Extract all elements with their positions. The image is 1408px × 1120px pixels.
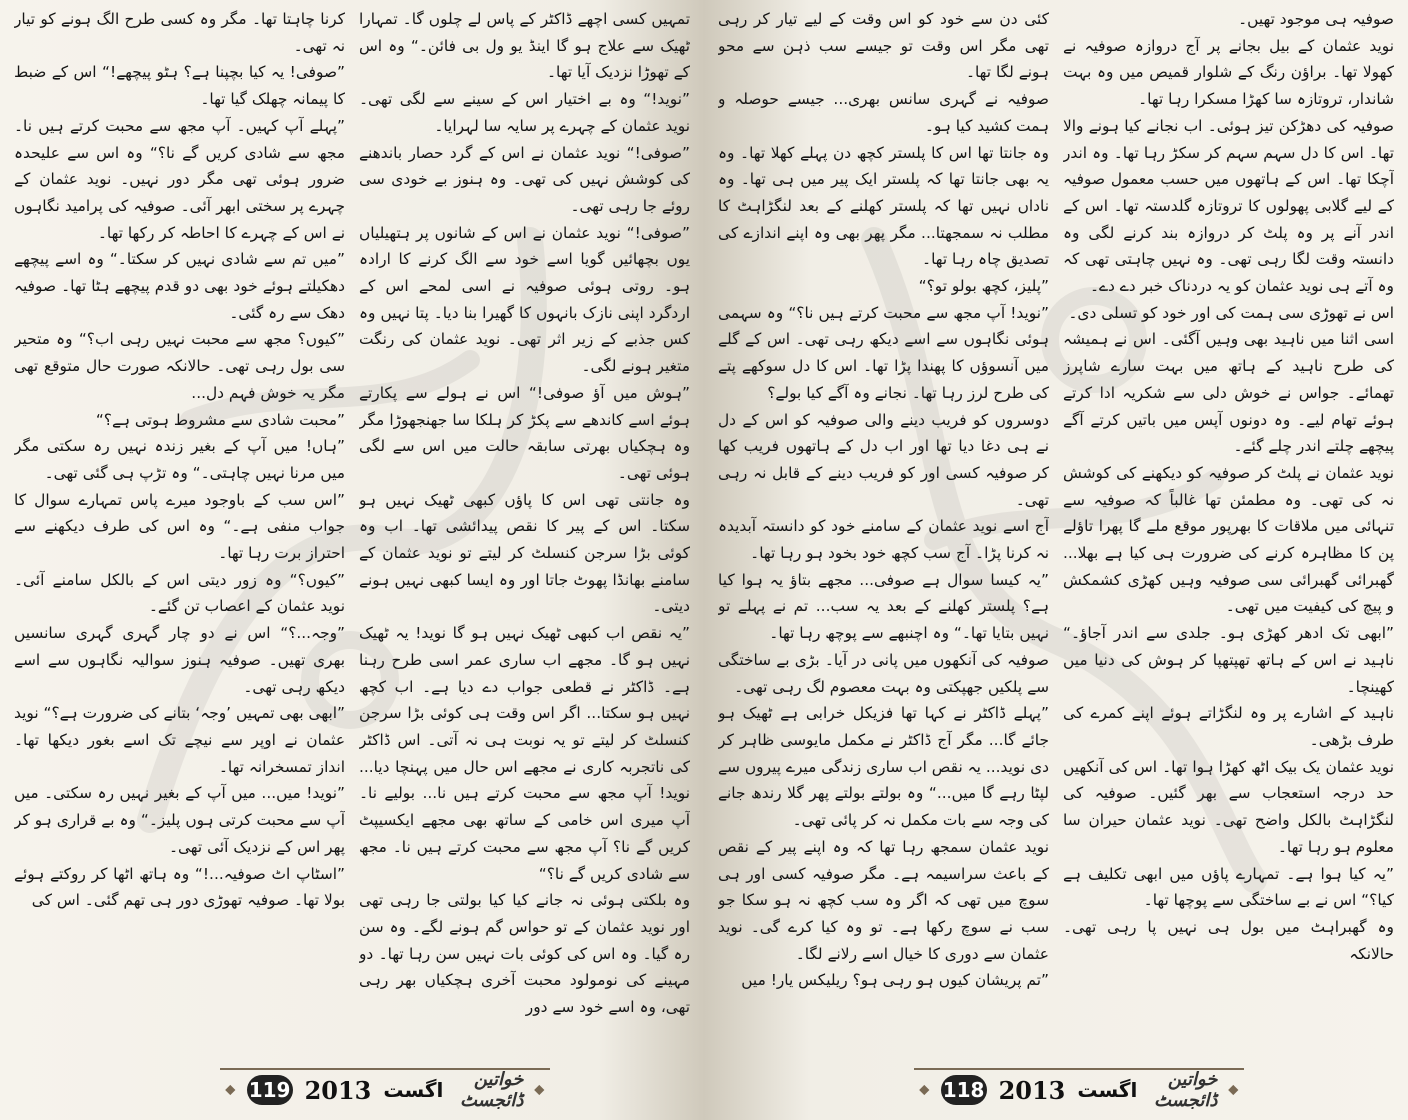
paragraph: ”ہاں! میں آپ کے بغیر زندہ نہیں رہ سکتی مگر میں مرنا نہیں چاہتی۔“ وہ تڑپ ہی گئی تھی۔ — [14, 437, 345, 482]
ornament-icon — [918, 1079, 931, 1101]
paragraph: آج اسے نوید عثمان کے سامنے خود کو دانستہ آبدیدہ نہ کرنا پڑا۔ آج سب کچھ خود بخود ہو رہا تھا۔ — [718, 517, 1049, 563]
paragraph: ”پلیز، کچھ بولو تو؟“ — [918, 277, 1049, 296]
ornament-icon — [1227, 1079, 1240, 1101]
paragraph: ”اس سب کے باوجود میرے پاس تمہارے سوال کا جواب منفی ہے۔“ وہ اس کی طرف دیکھنے سے احتراز برت رہا تھا۔ — [14, 490, 345, 563]
paragraph: ”کیوں؟“ وہ زور دیتی اس کے بالکل سامنے آئی۔ نوید عثمان کے اعصاب تن گئے۔ — [14, 570, 345, 616]
page-number: 118 — [941, 1075, 987, 1105]
page-118-left-column — [718, 6, 1049, 1054]
paragraph: وہ جانتی تھی اس کا پاؤں کبھی ٹھیک نہیں ہو سکتا۔ اس کے پیر کا نقص پیدائشی تھا۔ اب وہ کوئی بڑا سرجن کنسلٹ کر لیتے تو نوید عثمان کے سامنے بھانڈا پھوٹ جاتا اور وہ ایسا کبھی نہیں ہونے دیتی۔ — [359, 490, 690, 616]
paragraph: ”ابھی تک ادھر کھڑی ہو۔ جلدی سے اندر آجاؤ۔“ ناہید نے اس کے ہاتھ تھپتھپا کر ہوش کی دنیا میں کھینچا۔ — [1063, 624, 1394, 696]
page-118 — [704, 0, 1408, 1120]
paragraph: دوسروں کو فریب دینے والی صوفیہ کو اس کے دل نے ہی دغا دیا تھا اور اب دل کے ہاتھوں فریب کھا کر صوفیہ کسی اور کو فریب دینے کے قابل نہ رہی تھی۔ — [718, 410, 1049, 509]
paragraph: نوید عثمان کے بیل بجانے پر آج دروازہ صوفیہ نے کھولا تھا۔ براؤن رنگ کے شلوار قمیص میں وہ بہت شاندار، تروتازہ سا کھڑا مسکرا رہا تھا۔ — [1063, 36, 1394, 109]
paragraph: اس نے تھوڑی سی ہمت کی اور خود کو تسلی دی۔ — [1068, 303, 1394, 322]
page-number: 119 — [247, 1075, 293, 1105]
paragraph: ”یہ کیا ہوا ہے۔ تمہارے پاؤں میں ابھی تکلیف ہے کیا؟“ اس نے بے ساختگی سے پوچھا تھا۔ — [1063, 864, 1394, 910]
issue-month: اگست — [383, 1078, 444, 1102]
paragraph: صوفیہ کی آنکھوں میں پانی در آیا۔ بڑی بے ساختگی سے پلکیں جھپکتی وہ بہت معصوم لگ رہی تھی۔ — [718, 650, 1049, 696]
ornament-icon — [533, 1079, 546, 1101]
paragraph: ”تم پریشان کیوں ہو رہی ہو؟ ریلیکس یار! میں — [741, 971, 1049, 990]
ornament-icon — [224, 1079, 237, 1101]
paragraph: کرنا چاہتا تھا۔ مگر وہ کسی طرح الگ ہونے کو تیار نہ تھی۔ — [14, 10, 345, 55]
issue-year: 2013 — [998, 1075, 1066, 1105]
paragraph: تمہیں کسی اچھے ڈاکٹر کے پاس لے چلوں گا۔ تمہارا ٹھیک سے علاج ہو گا اینڈ یو ول بی فائن۔“ وہ اس کے تھوڑا نزدیک آیا تھا۔ — [359, 10, 690, 82]
page-119-columns — [14, 6, 690, 1054]
paragraph: ”صوفی! یہ کیا بچپنا ہے؟ ہٹو پیچھے!“ اس کے ضبط کا پیمانہ چھلک گیا تھا۔ — [14, 63, 345, 109]
paragraph: ”نوید!“ وہ بے اختیار اس کے سینے سے لگی تھی۔ نوید عثمان کے چہرے پر سایہ سا لہرایا۔ — [359, 90, 690, 135]
paragraph: ناہید کے اشارے پر وہ لنگڑاتے ہوئے اپنے کمرے کی طرف بڑھی۔ — [1063, 704, 1394, 749]
paragraph: ”ہوش میں آؤ صوفی!“ اس نے ہولے سے پکارتے ہوئے اسے کاندھے سے پکڑ کر ہلکا سا جھنجھوڑا مگر وہ ہچکیاں بھرتی سابقہ حالت میں اس سے لگی ہوئی تھی۔ — [359, 383, 690, 482]
paragraph: ”پہلے ڈاکٹر نے کہا تھا فزیکل خرابی ہے ٹھیک ہو جائے گا... مگر آج ڈاکٹر نے مکمل مایوسی ظاہر کر دی نوید... یہ نقص اب ساری زندگی میرے پیروں سے لپٹا رہے گا میں...“ وہ بولتے بولتے پھر گلا رندھ جانے کی وجہ سے بات مکمل نہ کر پائی تھی۔ — [718, 704, 1049, 830]
paragraph: نوید عثمان نے پلٹ کر صوفیہ کو دیکھنے کی کوشش نہ کی تھی۔ وہ مطمئن تھا غالباً کہ صوفیہ سے تنہائی میں ملاقات کا بھرپور موقع ملے گا پھرا تاؤلے پن کا مظاہرہ کرنے کی ضرورت ہی کیا ہے بھلا... گھبرائی گھبرائی سی صوفیہ وہیں کھڑی کشمکش و پیچ کی کیفیت میں تھی۔ — [1063, 463, 1394, 616]
paragraph: ”پہلے آپ کہیں۔ آپ مجھ سے محبت کرتے ہیں نا۔ مجھ سے شادی کریں گے نا؟“ وہ اس سے علیحدہ ضرور ہوئی تھی مگر دور نہیں۔ نوید عثمان کے چہرے پر سختی ابھر آئی۔ صوفیہ کی پرامید نگاہوں نے اس کے چہرے کا احاطہ کر رکھا تھا۔ — [14, 116, 345, 242]
paragraph: صوفیہ ہی موجود تھیں۔ — [1238, 10, 1394, 28]
paragraph: ”نوید! میں... میں آپ کے بغیر نہیں رہ سکتی۔ میں آپ سے محبت کرتی ہوں پلیز۔“ وہ بے قراری ہو کر پھر اس کے نزدیک آئی تھی۔ — [14, 784, 345, 856]
paragraph: ”وجہ...؟“ اس نے دو چار گہری گہری سانسیں بھری تھیں۔ صوفیہ ہنوز سوالیہ نگاہوں سے اسے دیکھ رہی تھی۔ — [14, 624, 345, 696]
paragraph: کئی دن سے خود کو اس وقت کے لیے تیار کر رہی تھی مگر اس وقت تو جیسے سب ذہن سے محو ہونے لگا تھا۔ — [718, 10, 1049, 82]
paragraph: ”یہ نقص اب کبھی ٹھیک نہیں ہو گا نوید! یہ ٹھیک نہیں ہو گا۔ مجھے اب ساری عمر اسی طرح رہنا ہے۔ ڈاکٹر نے قطعی جواب دے دیا ہے۔ اب کچھ نہیں ہو سکتا... اگر اس وقت ہی کوئی بڑا سرجن کنسلٹ کر لیتے تو یہ نوبت ہی نہ آتی۔ اس ڈاکٹر کی ناتجربہ کاری نے مجھے اس حال میں پہنچا دیا... نوید! آپ مجھ سے محبت کرتے ہیں نا... بولیے نا۔ آپ میری اس خامی کے ساتھ بھی مجھے ایکسیپٹ کریں گے نا؟ آپ مجھ سے محبت کرتے ہیں نا۔ مجھ سے شادی کریں گے نا؟“ — [359, 624, 690, 883]
magazine-name: خواتین ڈائجسٹ — [460, 1069, 524, 1111]
issue-month: اگست — [1077, 1078, 1138, 1102]
paragraph: وہ گھبراہٹ میں بول ہی نہیں پا رہی تھی۔ حالانکہ — [1063, 917, 1394, 963]
paragraph: ”محبت شادی سے مشروط ہوتی ہے؟“ — [95, 410, 345, 429]
paragraph: نوید عثمان یک بیک اٹھ کھڑا ہوا تھا۔ اس کی آنکھیں حد درجہ استعجاب سے بھر گئیں۔ صوفیہ کی لنگڑاہٹ بالکل واضح تھی۔ نوید عثمان حیران سا معلوم ہو رہا تھا۔ — [1063, 757, 1394, 856]
page-118-columns — [718, 6, 1394, 1054]
page-118-footer — [914, 1068, 1244, 1110]
paragraph: اسی اثنا میں ناہید بھی وہیں آگئی۔ اس نے ہمیشہ کی طرح ناہید کے ہاتھ میں بہت سارے شاپرز تھمائے۔ جواس نے خوش دلی سے شکریہ ادا کرتے ہوئے تھام لیے۔ وہ دونوں آپس میں باتیں کرتے آگے پیچھے چلتے اندر چلے گئے۔ — [1063, 330, 1394, 456]
paragraph: ”ابھی بھی تمہیں ’وجہ‘ بتانے کی ضرورت ہے؟“ نوید عثمان نے اوپر سے نیچے تک اسے بغور دیکھا تھا۔ انداز تمسخرانہ تھا۔ — [14, 704, 345, 776]
paragraph: صوفیہ نے گہری سانس بھری... جیسے حوصلہ و ہمت کشید کیا ہو۔ — [718, 90, 1049, 135]
paragraph: صوفیہ کی دھڑکن تیز ہوئی۔ اب نجانے کیا ہونے والا تھا۔ اس کا دل سہم سہم کر سکڑ رہا تھا۔ وہ اندر آچکا تھا۔ اس کے ہاتھوں میں حسب معمول صوفیہ کے لیے گلابی پھولوں کا تروتازہ گلدستہ تھا۔ اس کے اندر آنے پر وہ پلٹ کر دروازہ بند کرنے لگی وہ دانستہ وقت لگا رہی تھی۔ وہ نہیں چاہتی تھی کہ وہ آتے ہی نوید عثمان کو یہ دردناک خبر دے دے۔ — [1063, 116, 1394, 296]
paragraph: ”صوفی!“ نوید عثمان نے اس کے شانوں پر ہتھیلیاں یوں بچھائیں گویا اسے خود سے الگ کرنے کا ارادہ ہو۔ روتی ہوئی صوفیہ نے اسی لمحے اس کے اردگرد اپنی نازک بانہوں کا گھیرا بنا دیا۔ پتا نہیں وہ کس جذبے کے زیر اثر تھی۔ نوید عثمان کی رنگت متغیر ہونے لگی۔ — [359, 223, 690, 376]
paragraph: وہ بلکتی ہوئی نہ جانے کیا کیا بولتی جا رہی تھی اور نوید عثمان کے تو حواس گم ہونے لگے۔ وہ سن رہ گیا۔ وہ اس کی کوئی بات نہیں سن رہا تھا۔ دو مہینے کی نومولود محبت آخری ہچکیاں بھر رہی تھی، وہ اسے خود سے دور — [359, 891, 690, 1017]
page-118-right-column — [1063, 6, 1394, 1054]
paragraph: ”یہ کیسا سوال ہے صوفی... مجھے بتاؤ یہ ہوا کیا ہے؟ پلستر کھلنے کے بعد یہ سب... تم نے پہلے تو نہیں بتایا تھا۔“ وہ اچنبھے سے پوچھ رہا تھا۔ — [718, 570, 1049, 643]
paragraph: ”نوید! آپ مجھ سے محبت کرتے ہیں نا؟“ وہ سہمی ہوئی نگاہوں سے اسے دیکھ رہی تھی۔ اس کے گلے میں آنسوؤں کا پھندا پڑا تھا۔ اس کا دل سوکھے پتے کی طرح لرز رہا تھا۔ نجانے وہ آگے کیا بولے؟ — [718, 303, 1049, 402]
paragraph: وہ جانتا تھا اس کا پلستر کچھ دن پہلے کھلا تھا۔ وہ یہ بھی جانتا تھا کہ پلستر ایک پیر میں ہی تھا۔ وہ ناداں نہیں تھا کہ پلستر کھلنے کے بعد لنگڑاہٹ کا مطلب نہ سمجھتا... مگر پھر بھی وہ اپنے اندازے کی تصدیق چاہ رہا تھا۔ — [718, 143, 1049, 269]
paragraph: ”کیوں؟ مجھ سے محبت نہیں رہی اب؟“ وہ متحیر سی بول رہی تھی۔ حالانکہ صورت حال متوقع تھی مگر یہ خوش فہم دل... — [14, 330, 345, 402]
magazine-name: خواتین ڈائجسٹ — [1154, 1069, 1218, 1111]
page-119-left-column — [14, 6, 345, 1054]
paragraph: ”میں تم سے شادی نہیں کر سکتا۔“ وہ اسے پیچھے دھکیلتے ہوئے خود بھی دو قدم پیچھے ہٹا تھا۔ صوفیہ دھک سے رہ گئی۔ — [14, 250, 345, 322]
issue-year: 2013 — [304, 1075, 372, 1105]
page-119-right-column — [359, 6, 690, 1054]
paragraph: ”اسٹاپ اٹ صوفیہ...!“ وہ ہاتھ اٹھا کر روکتے ہوئے بولا تھا۔ صوفیہ تھوڑی دور ہی تھم گئی۔ اس کی — [14, 864, 345, 910]
page-119-footer — [220, 1068, 550, 1110]
paragraph: نوید عثمان سمجھ رہا تھا کہ وہ اپنے پیر کے نقص کے باعث سراسیمہ ہے۔ مگر صوفیہ کسی اور ہی سوچ میں تھی کہ اگر وہ سب کچھ نہ ہو سکا جو سب نے سوچ رکھا ہے۔ تو وہ کیا کرے گی۔ نوید عثمان سے دوری کا خیال اسے رلانے لگا۔ — [718, 837, 1049, 963]
paragraph: ”صوفی!“ نوید عثمان نے اس کے گرد حصار باندھنے کی کوشش نہیں کی تھی۔ وہ ہنوز بے خودی سی روئے جا رہی تھی۔ — [359, 143, 690, 215]
